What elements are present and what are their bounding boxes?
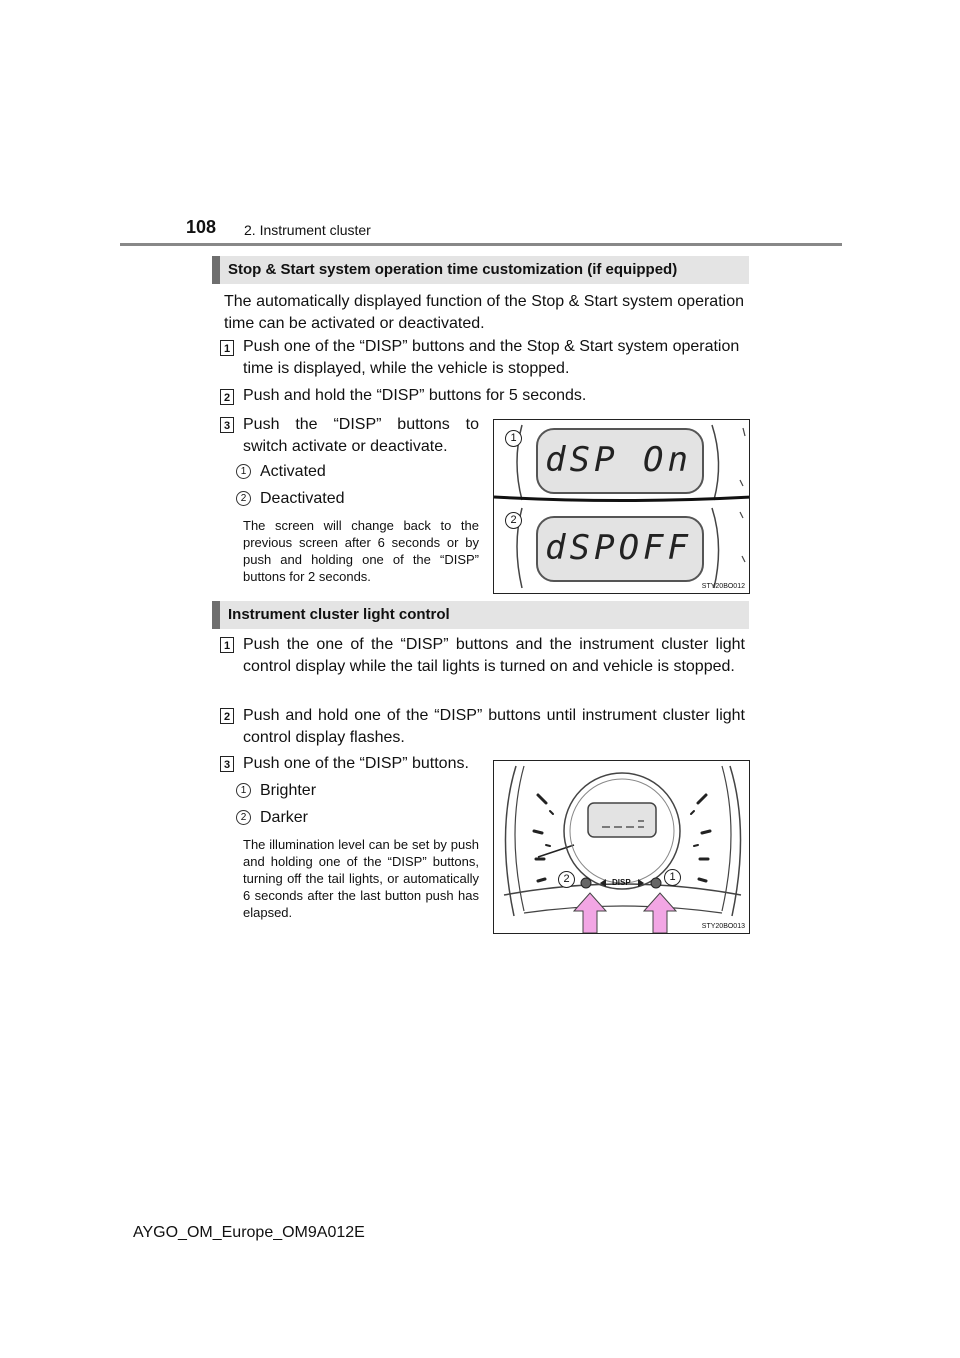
step-number: 3 <box>220 417 234 433</box>
footer-doc-id: AYGO_OM_Europe_OM9A012E <box>133 1224 365 1241</box>
option-label-darker: Darker <box>260 809 309 826</box>
figure-display-toggle <box>493 419 750 594</box>
step-text: Push the “DISP” buttons to switch activate or deactivate. <box>243 416 479 455</box>
option-number: 2 <box>236 491 251 506</box>
disp-button-label: DISP <box>612 878 631 887</box>
option-label-brighter: Brighter <box>260 782 317 799</box>
figure-code: STY20BO012 <box>701 583 745 590</box>
chapter-title: 2. Instrument cluster <box>244 222 371 238</box>
step-number: 1 <box>220 637 234 653</box>
callout-2: 2 <box>505 512 522 529</box>
callout-1: 1 <box>664 869 681 886</box>
option-number: 2 <box>236 810 251 825</box>
lcd-text-off: dSPOFF <box>545 528 692 568</box>
header-rule <box>120 243 842 246</box>
note-text: The illumination level can be set by push and holding one of the “DISP” buttons, turning off the tail lights, or automatically 6 seconds after the last button push has elapsed. <box>243 837 479 920</box>
cluster-buttons-illustration <box>494 761 750 934</box>
figure-code: STY20BO013 <box>701 923 745 930</box>
step-number: 2 <box>220 708 234 724</box>
lcd-display-on <box>536 428 704 494</box>
lcd-display-off <box>536 516 704 582</box>
step-number: 2 <box>220 389 234 405</box>
intro-paragraph: The automatically displayed function of the Stop & Start system operation time can be activated or deactivated. <box>224 293 744 332</box>
option-label-activated: Activated <box>260 463 326 480</box>
step-text: Push one of the “DISP” buttons and the Stop & Start system operation time is displayed, while the vehicle is stopped. <box>243 338 740 377</box>
step-number: 1 <box>220 340 234 356</box>
callout-2: 2 <box>558 871 575 888</box>
step-text: Push the one of the “DISP” buttons and the instrument cluster light control display while the tail lights is turned on and vehicle is stopped. <box>243 636 745 675</box>
note-text: The screen will change back to the previous screen after 6 seconds or by push and holding one of the “DISP” buttons for 2 seconds. <box>243 518 479 584</box>
option-number: 1 <box>236 464 251 479</box>
page-number: 108 <box>186 217 217 237</box>
step-text: Push and hold one of the “DISP” buttons until instrument cluster light control display flashes. <box>243 707 745 746</box>
option-label-deactivated: Deactivated <box>260 490 345 507</box>
section-heading-stop-start: Stop & Start system operation time customization (if equipped) <box>212 256 749 284</box>
section-heading-light-control: Instrument cluster light control <box>212 601 749 629</box>
option-number: 1 <box>236 783 251 798</box>
callout-1: 1 <box>505 430 522 447</box>
step-text: Push one of the “DISP” buttons. <box>243 755 469 772</box>
figure-brightness-control <box>493 760 750 934</box>
lcd-text-on: dSP On <box>545 440 692 480</box>
step-text: Push and hold the “DISP” buttons for 5 seconds. <box>243 387 587 404</box>
step-number: 3 <box>220 756 234 772</box>
